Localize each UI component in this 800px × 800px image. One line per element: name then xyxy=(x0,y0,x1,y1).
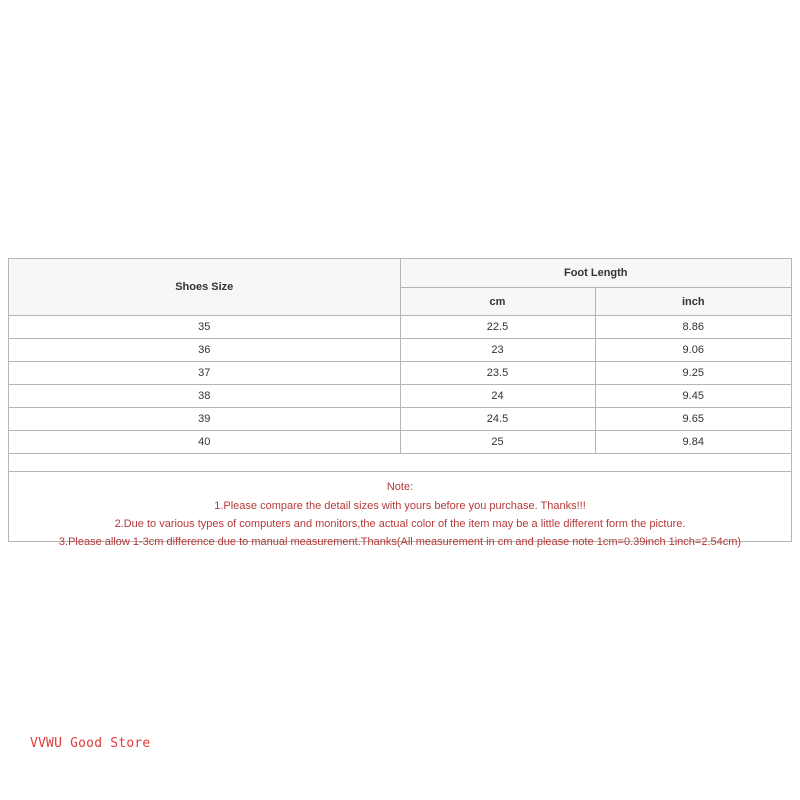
cm-cell: 24 xyxy=(400,385,595,408)
inch-cell: 8.86 xyxy=(595,316,791,339)
store-watermark: VVWU Good Store xyxy=(30,736,151,751)
size-cell: 39 xyxy=(9,408,400,431)
table-row xyxy=(9,385,791,408)
header-cm: cm xyxy=(400,288,595,316)
table-row xyxy=(9,408,791,431)
size-chart xyxy=(8,258,792,548)
note-block xyxy=(9,471,791,548)
size-cell: 36 xyxy=(9,339,400,362)
size-cell: 40 xyxy=(9,431,400,454)
note-line-3: 3.Please allow 1-3cm difference due to manual measurement.Thanks(All measurement in cm and please note 1cm=0.39inch 1inch=2.54cm) xyxy=(58,536,742,548)
cm-cell: 23 xyxy=(400,339,595,362)
note-line-2: 2.Due to various types of computers and monitors,the actual color of the item may be a little different form the picture. xyxy=(114,518,686,530)
size-cell: 37 xyxy=(9,362,400,385)
table-row xyxy=(9,431,791,454)
inch-cell: 9.06 xyxy=(595,339,791,362)
inch-cell: 9.84 xyxy=(595,431,791,454)
table-row xyxy=(9,339,791,362)
header-shoes-size: Shoes Size xyxy=(9,259,400,316)
cm-cell: 23.5 xyxy=(400,362,595,385)
table-row xyxy=(9,316,791,339)
header-inch: inch xyxy=(595,288,791,316)
cm-cell: 25 xyxy=(400,431,595,454)
header-foot-length: Foot Length xyxy=(400,259,791,288)
table-row xyxy=(9,362,791,385)
cm-cell: 24.5 xyxy=(400,408,595,431)
size-cell: 35 xyxy=(9,316,400,339)
cm-cell: 22.5 xyxy=(400,316,595,339)
inch-cell: 9.45 xyxy=(595,385,791,408)
inch-cell: 9.65 xyxy=(595,408,791,431)
size-cell: 38 xyxy=(9,385,400,408)
size-table xyxy=(9,259,791,454)
note-line-1: 1.Please compare the detail sizes with yours before you purchase. Thanks!!! xyxy=(214,500,586,512)
note-title: Note: xyxy=(386,481,414,493)
inch-cell: 9.25 xyxy=(595,362,791,385)
